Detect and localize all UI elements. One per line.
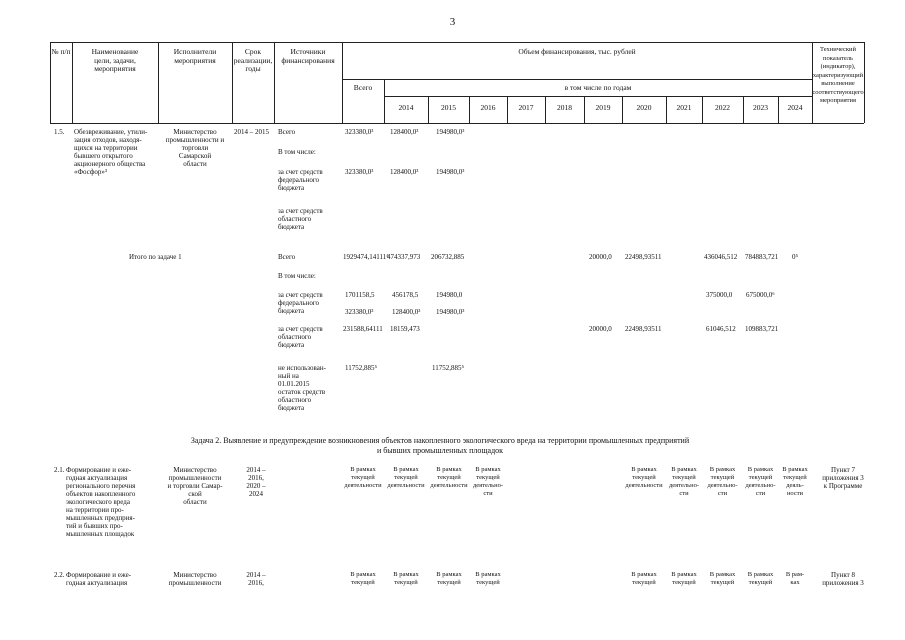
header-indicator: Технический показатель (индикатор), характеризующий выполнение соответствующего мероприятия (812, 46, 864, 104)
cell-2015: В рамках текущей деятельности (430, 466, 468, 489)
cell-2014: 128400,0³ (390, 168, 419, 176)
source-incl: В том числе: (278, 148, 316, 156)
source-regional: за счет средств областного бюджета (278, 207, 323, 231)
cell-2014: В рамках текущей (393, 571, 419, 586)
cell-2015: 194980,0 (436, 291, 463, 299)
cell-2023: В рамках текущей деятельно- сти (745, 466, 776, 497)
cell-total: 323380,0³ (345, 308, 374, 316)
year-header: 2021 (676, 103, 692, 112)
cell-2023: В рамках текущей (747, 571, 774, 586)
cell-2021: В рамках текущей (671, 571, 697, 586)
year-header: 2022 (715, 103, 730, 112)
header-name: Наименование цели, задачи, мероприятия (91, 47, 139, 73)
year-header: 2017 (518, 103, 534, 112)
year-header: 2024 (787, 103, 803, 112)
cell-2014: 128400,0³ (392, 308, 421, 316)
header-bottom-border (50, 123, 864, 124)
cell-2022: В рамках текущей (709, 571, 736, 586)
year-header: 2014 (398, 103, 414, 112)
cell-2020: В рамках текущей (631, 571, 657, 586)
row-num: 2.2. (54, 571, 65, 579)
cell-2020: 22498,93511 (625, 325, 662, 333)
row-name: Обезвреживание, утили- зация отходов, находя- щихся на территории бывшего открытого акционерного общества «Фосфор»³ (74, 128, 148, 176)
year-header: 2015 (441, 103, 456, 112)
header-line-total (342, 79, 812, 80)
cell-2024: В рам- ках (785, 571, 805, 586)
cell-2022: 375000,0 (706, 291, 733, 299)
year-header: 2016 (480, 103, 496, 112)
cell-total: 231588,64111 (343, 325, 383, 333)
cell-2014: 128400,0³ (390, 128, 419, 136)
row-term: 2014 – 2016, (246, 571, 266, 587)
source-total: Всего (278, 253, 296, 261)
cell-2024: В рамках текущей деяль- ности (782, 466, 808, 497)
cell-2023: 109883,721 (745, 325, 779, 333)
cell-total: 11752,885⁵ (345, 364, 377, 372)
cell-2014: 474337,973 (387, 253, 421, 261)
row-name: Формирование и еже- годная актуализация (66, 571, 132, 587)
row-name: Формирование и еже- годная актуализация регионального перечня объектов накопленного экологического вреда на территории про- мышленных предприя- тий и бывших про- мышленных площадок (66, 466, 136, 538)
cell-2022: В рамках текущей деятельно- сти (707, 466, 738, 497)
header-executors: Исполнители мероприятия (173, 47, 217, 65)
row-term: 2014 – 2016, 2020 – 2024 (246, 466, 266, 498)
cell-2014: 456178,5 (392, 291, 419, 299)
cell-2021: В рамках текущей деятельно- сти (668, 466, 699, 497)
task2-title: Задача 2. Выявление и предупреждение возникновения объектов накопленного экологического вреда на территории промышленных предприятий и бывших промышленных площадок (190, 436, 690, 455)
source-total: Всего (278, 128, 296, 136)
year-header: 2020 (636, 103, 652, 112)
table-top-border (50, 42, 864, 43)
cell-2022: 61046,512 (706, 325, 736, 333)
header-total: Всего (353, 83, 373, 92)
cell-2015: 194980,0³ (436, 308, 465, 316)
header-funding: Объем финансирования, тыс. рублей (518, 47, 636, 56)
cell-2022: 436046,512 (704, 253, 738, 261)
cell-2015: 194980,0³ (436, 128, 465, 136)
source-incl: В том числе: (278, 272, 316, 280)
cell-total: В рамках текущей деятельности (344, 466, 382, 489)
cell-2015: 194980,0³ (436, 168, 465, 176)
header-by-years: в том числе по годам (564, 83, 632, 92)
itogo-label: Итого по задаче 1 (129, 253, 182, 261)
row-executor: Министерство промышленности и торговли Самар- ской области (167, 466, 223, 506)
cell-2015: 11752,885⁵ (432, 364, 464, 372)
year-header: 2023 (753, 103, 768, 112)
header-sources: Источники финансирования (281, 47, 335, 65)
source-federal: за счет средств федерального бюджета (278, 291, 323, 315)
source-federal: за счет средств федерального бюджета (278, 168, 323, 192)
cell-2020: В рамках текущей деятельности (625, 466, 663, 489)
year-header: 2019 (595, 103, 611, 112)
row-term: 2014 – 2015 (234, 128, 269, 136)
row-executor: Министерство промышленности (168, 571, 222, 587)
cell-2023: 784883,721 (745, 253, 779, 261)
cell-2020: 22498,93511 (625, 253, 662, 261)
cell-total: 1701158,5 (345, 291, 375, 299)
cell-2016: В рамках текущей (475, 571, 501, 586)
row-executor: Министерство промышленности и торговли Самарской области (165, 128, 225, 168)
cell-total: В рамках текущей (350, 571, 376, 586)
header-term: Срок реализации, годы (233, 47, 273, 73)
page-number: 3 (449, 16, 456, 28)
col-line (864, 42, 865, 123)
header-line-years (384, 96, 812, 97)
row-num: 1.5. (54, 128, 65, 136)
row-indicator: Пункт 7 приложения 3 к Программе (822, 466, 864, 490)
source-regional: за счет средств областного бюджета (278, 325, 323, 349)
cell-2014: В рамках текущей деятельности (387, 466, 425, 489)
cell-2019: 20000,0 (589, 253, 612, 261)
cell-2014: 18159,473 (390, 325, 420, 333)
row-num: 2.1. (54, 466, 65, 474)
cell-2019: 20000,0 (589, 325, 612, 333)
cell-total: 323380,0³ (345, 168, 374, 176)
cell-2015: В рамках текущей (436, 571, 462, 586)
cell-2015: 206732,885 (431, 253, 465, 261)
source-unused: не использован- ный на 01.01.2015 остаток средств областного бюджета (278, 364, 326, 412)
cell-total: 1929474,14111⁴ (343, 253, 389, 261)
cell-2024: 0⁵ (792, 253, 798, 261)
year-header: 2018 (557, 103, 572, 112)
cell-2023: 675000,0⁶ (746, 291, 775, 299)
cell-total: 323380,0³ (345, 128, 374, 136)
cell-2016: В рамках текущей деятельно- сти (472, 466, 503, 497)
row-indicator: Пункт 8 приложения 3 (822, 571, 864, 587)
header-num: № п/п (51, 47, 71, 56)
